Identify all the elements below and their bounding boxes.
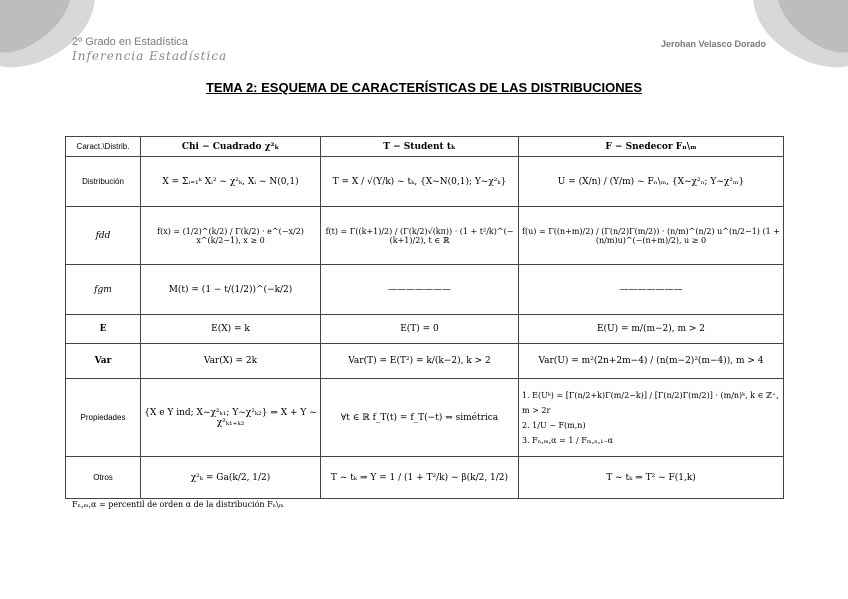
page-curl-decoration-right: [753, 0, 848, 70]
table-row: [66, 265, 784, 315]
table-header-row: [66, 137, 784, 157]
row-label: fgm: [66, 265, 141, 315]
row-label: Propiedades: [66, 379, 141, 457]
formula-cell: Var(X) = 2k: [141, 344, 321, 379]
formula-cell: ———————: [321, 265, 519, 315]
formula-cell: Var(U) = m²(2n+2m−4) / (n(m−2)²(m−4)), m > 4: [519, 344, 784, 379]
page-title: TEMA 2: ESQUEMA DE CARACTERÍSTICAS DE LAS DISTRIBUCIONES: [205, 80, 642, 95]
row-label: Distribución: [66, 157, 141, 207]
row-label: E: [66, 315, 141, 344]
course-name: 2º Grado en Estadística: [72, 36, 188, 48]
property-item: 2. 1/U ~ F(m,n): [522, 420, 586, 430]
subject-name: Inferencia Estadística: [72, 49, 228, 63]
table-row: [66, 157, 784, 207]
document-header: [72, 36, 227, 63]
footnote: Fₙ,ₘ,α = percentil de orden α de la distribución Fₙ\ₘ: [72, 500, 284, 509]
row-label: Var: [66, 344, 141, 379]
formula-cell: f(t) = Γ((k+1)/2) / (Γ(k/2)√(kπ)) · (1 + t²/k)^(−(k+1)/2), t ∈ ℝ: [321, 207, 519, 265]
table-row: [66, 457, 784, 499]
header-cell: Caract.\Distrib.: [66, 137, 141, 157]
row-label: Otros: [66, 457, 141, 499]
formula-cell: T = X / √(Y/k) ~ tₖ, {X~N(0,1); Y~χ²ₖ}: [321, 157, 519, 207]
table-row: [66, 207, 784, 265]
table-row: [66, 344, 784, 379]
property-item: 1. E(Uᵏ) = [Γ(n/2+k)Γ(m/2−k)] / [Γ(n/2)Γ(m/2)] · (m/n)ᵏ, k ∈ ℤ⁺, m > 2r: [522, 390, 779, 415]
formula-cell: Var(T) = E(T²) = k/(k−2), k > 2: [321, 344, 519, 379]
formula-cell: E(T) = 0: [321, 315, 519, 344]
properties-cell: [519, 379, 784, 457]
formula-cell: ———————: [519, 265, 784, 315]
formula-cell: {X e Y ind; X~χ²ₖ₁; Y~χ²ₖ₂} ⇒ X + Y ~ χ²ₖ₁₊ₖ₂: [141, 379, 321, 457]
table-row: [66, 315, 784, 344]
formula-cell: X = Σᵢ₌₁ᵏ Xᵢ² ~ χ²ₖ, Xᵢ ~ N(0,1): [141, 157, 321, 207]
table-row: [66, 379, 784, 457]
formula-cell: E(X) = k: [141, 315, 321, 344]
formula-cell: E(U) = m/(m−2), m > 2: [519, 315, 784, 344]
header-cell: T − Student tₖ: [321, 137, 519, 157]
property-item: 3. Fₙ,ₘ,α = 1 / Fₘ,ₙ,₁₋α: [522, 435, 614, 445]
distributions-table: [65, 136, 784, 499]
formula-cell: U = (X/n) / (Y/m) ~ Fₙ\ₘ, {X~χ²ₙ; Y~χ²ₘ}: [519, 157, 784, 207]
formula-cell: T ~ tₖ ⇒ Y = 1 / (1 + T²/k) ~ β(k/2, 1/2): [321, 457, 519, 499]
row-label: fdd: [66, 207, 141, 265]
header-cell: Chi − Cuadrado χ²ₖ: [141, 137, 321, 157]
author-name: Jerohan Velasco Dorado: [660, 39, 766, 49]
header-cell: F − Snedecor Fₙ\ₘ: [519, 137, 784, 157]
formula-cell: T ~ tₖ ⇒ T² ~ F(1,k): [519, 457, 784, 499]
formula-cell: ∀t ∈ ℝ f_T(t) = f_T(−t) ⇒ simétrica: [321, 379, 519, 457]
formula-cell: f(u) = Γ((n+m)/2) / (Γ(n/2)Γ(m/2)) · (n/m)^(n/2) u^(n/2−1) (1 + (n/m)u)^(−(n+m)/2), u ≥ 0: [519, 207, 784, 265]
formula-cell: χ²ₖ = Ga(k/2, 1/2): [141, 457, 321, 499]
formula-cell: f(x) = (1/2)^(k/2) / Γ(k/2) · e^(−x/2) x^(k/2−1), x ≥ 0: [141, 207, 321, 265]
formula-cell: M(t) = (1 − t/(1/2))^(−k/2): [141, 265, 321, 315]
